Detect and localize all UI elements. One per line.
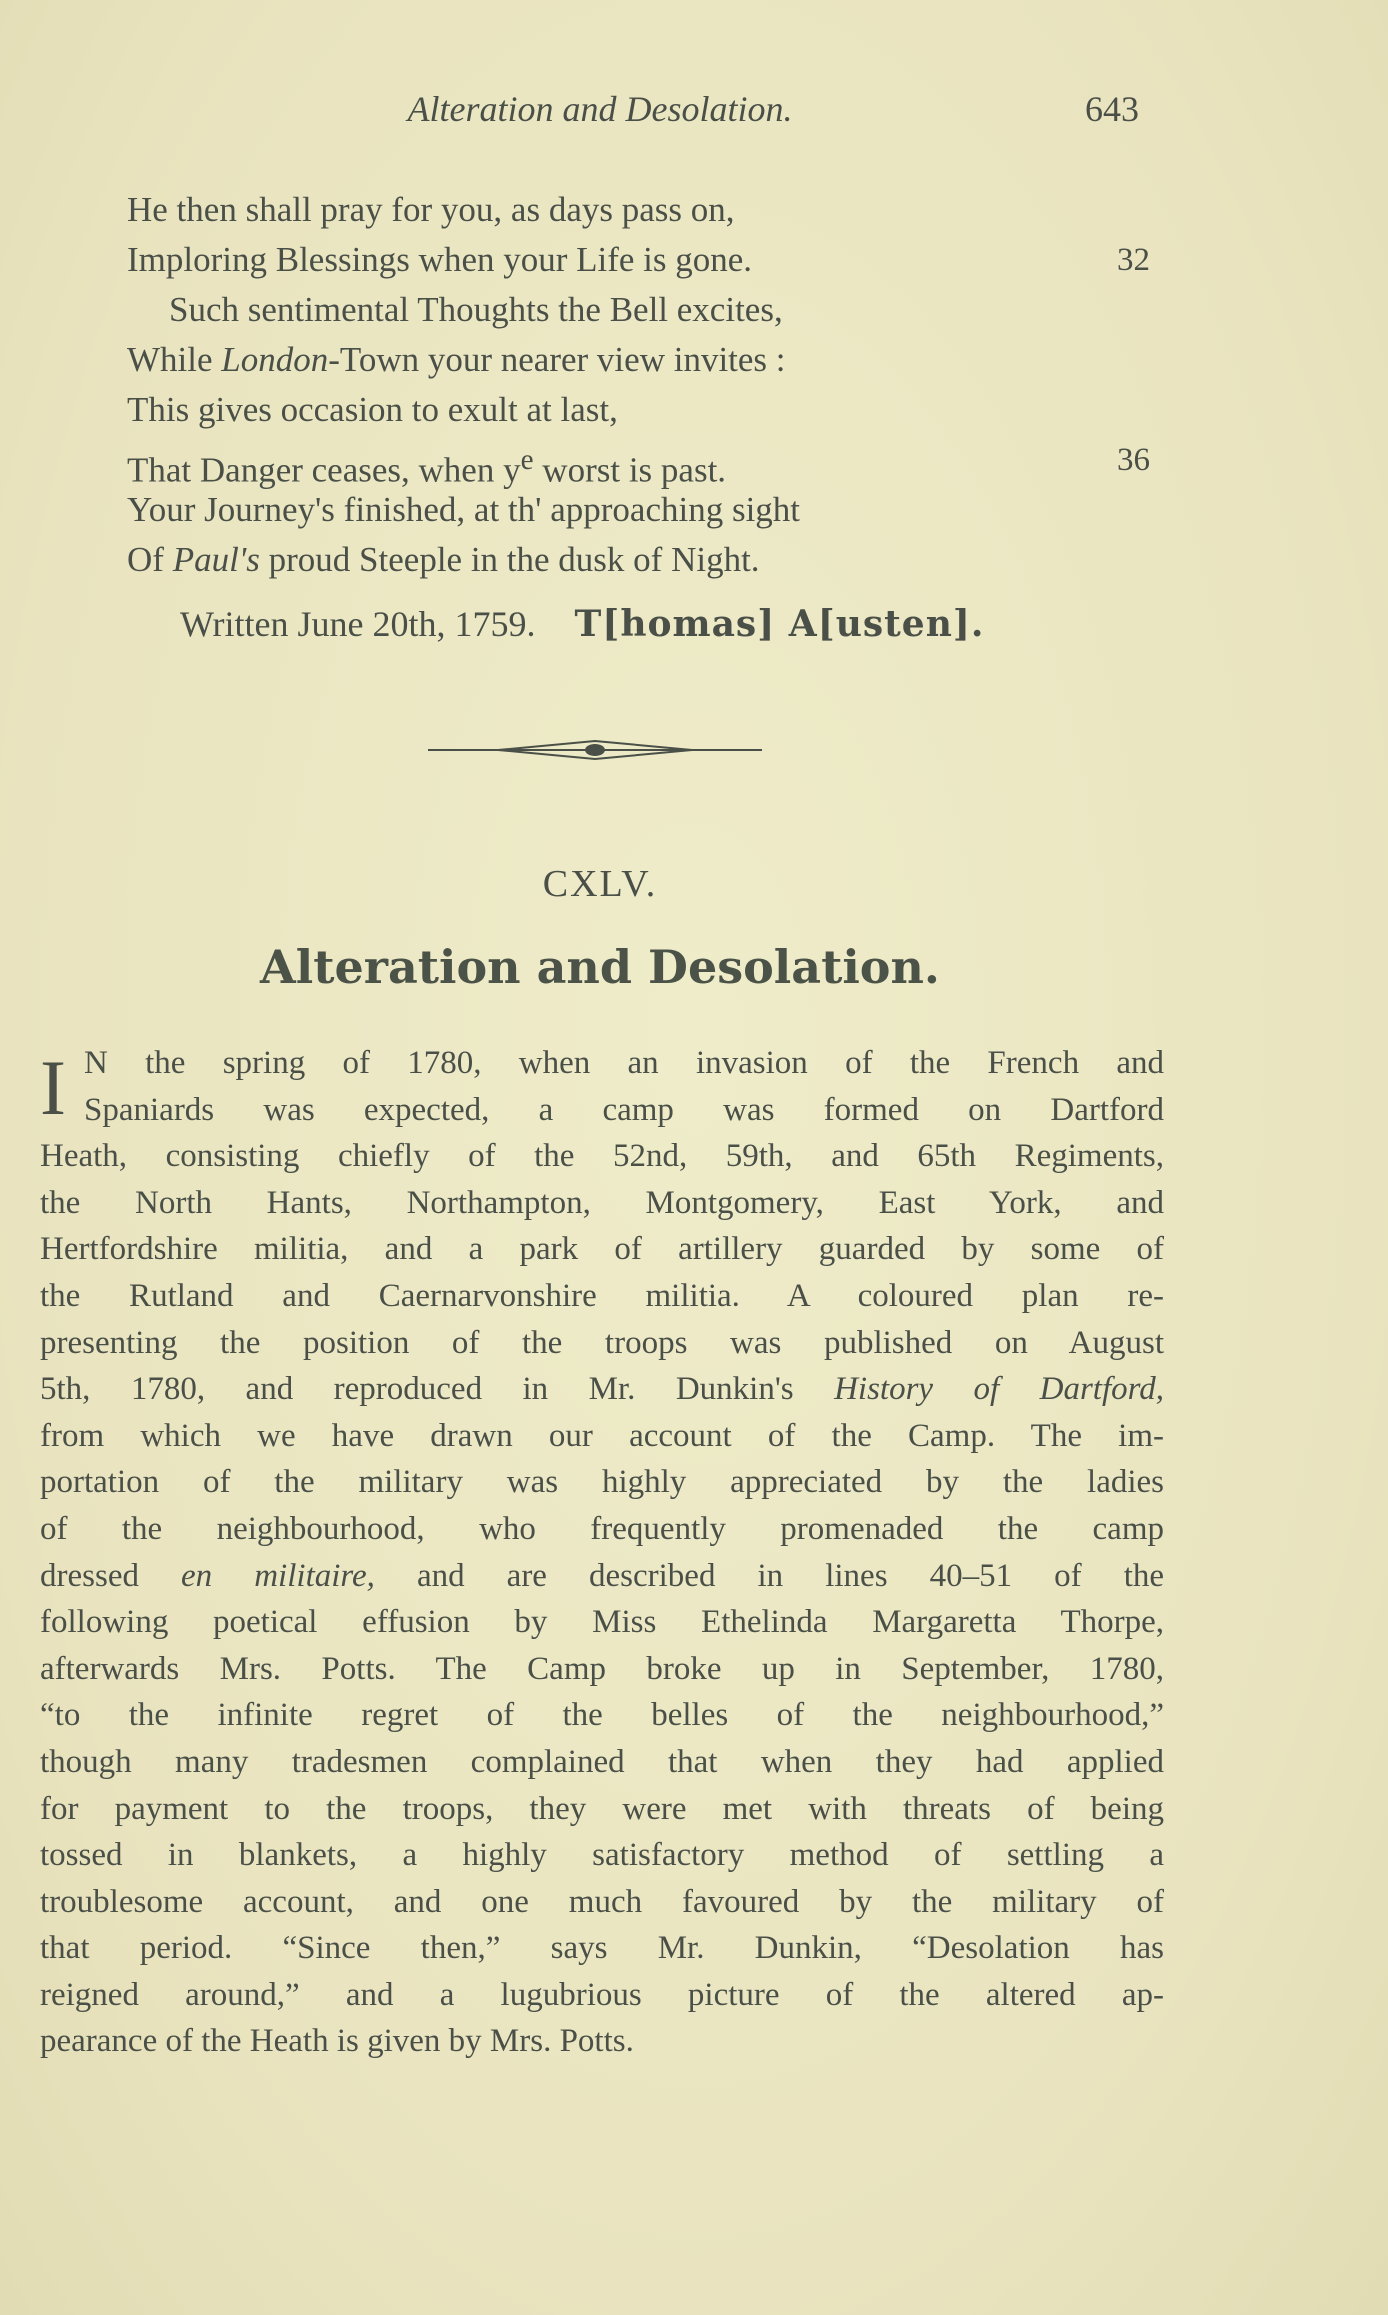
line-number: 36	[1117, 442, 1150, 478]
body-line	[40, 1553, 1164, 1600]
line-text: following poetical effusion by Miss Ethelinda Margaretta Thorpe,	[40, 1604, 1164, 1641]
body-line	[40, 1786, 1164, 1833]
body-line	[40, 1320, 1164, 1367]
ornament-divider	[428, 738, 762, 762]
body-line	[40, 1087, 1164, 1134]
line-number: 32	[1117, 242, 1150, 278]
poem	[127, 185, 1177, 585]
line-text: that period. “Since then,” says Mr. Dunkin, “Desolation has	[40, 1930, 1164, 1967]
body-line	[40, 1040, 1164, 1087]
poem-line	[127, 535, 1177, 585]
line-text-pre: dressed	[40, 1557, 182, 1594]
line-text: Heath, consisting chiefly of the 52nd, 59th, and 65th Regiments,	[40, 1138, 1164, 1175]
body-line	[40, 1273, 1164, 1320]
running-title: Alteration and Desolation.	[407, 89, 793, 129]
body-line	[40, 2018, 1164, 2065]
body-line	[40, 1226, 1164, 1273]
body-line	[40, 1366, 1164, 1413]
body-line	[40, 1832, 1164, 1879]
line-text-italic: History of Dartford,	[834, 1371, 1165, 1408]
line-text-post: -Town your nearer view invites :	[328, 340, 786, 379]
line-text: “to the infinite regret of the belles of the neighbourhood,”	[40, 1697, 1164, 1734]
line-text: troublesome account, and one much favoured by the military of	[40, 1883, 1164, 1920]
line-text-post: and are described in lines 40–51 of the	[374, 1557, 1165, 1594]
poem-line	[127, 435, 1177, 490]
body-line	[40, 1692, 1164, 1739]
line-text-post: worst is past.	[533, 450, 727, 490]
body-line	[40, 1180, 1164, 1227]
line-text: Spaniards was expected, a camp was formed on Dartford	[84, 1091, 1164, 1128]
page-number: 643	[1085, 89, 1139, 129]
section-title: Alteration and Desolation.	[260, 940, 940, 994]
line-text: afterwards Mrs. Potts. The Camp broke up in September, 1780,	[40, 1650, 1164, 1687]
line-text: for payment to the troops, they were met with threats of being	[40, 1790, 1164, 1827]
line-text-pre: 5th, 1780, and reproduced in Mr. Dunkin's	[40, 1371, 835, 1408]
body-line	[40, 1599, 1164, 1646]
line-text: the Rutland and Caernarvonshire militia. A coloured plan re-	[40, 1277, 1164, 1314]
line-text: Your Journey's finished, at th' approaching sight	[127, 490, 801, 529]
line-text: presenting the position of the troops was published on August	[40, 1324, 1164, 1361]
line-text-pre: Of	[127, 540, 173, 579]
body-line	[40, 1506, 1164, 1553]
line-text: though many tradesmen complained that when they had applied	[40, 1743, 1164, 1780]
date-line: Written June 20th, 1759.	[180, 604, 536, 644]
poem-line	[127, 385, 1177, 435]
line-text: Such sentimental Thoughts the Bell excites,	[169, 290, 783, 329]
poem-line	[127, 485, 1177, 535]
line-text: This gives occasion to exult at last,	[127, 390, 618, 429]
body-paragraph	[40, 1040, 1164, 2065]
line-text-italic: en militaire,	[181, 1557, 375, 1594]
drop-cap: I	[40, 1044, 66, 1131]
poem-line	[127, 185, 1177, 235]
body-line	[40, 1459, 1164, 1506]
line-text: pearance of the Heath is given by Mrs. Potts.	[40, 2023, 634, 2060]
body-line	[40, 1925, 1164, 1972]
body-line	[40, 1879, 1164, 1926]
line-text: from which we have drawn our account of the Camp. The im-	[40, 1417, 1164, 1454]
line-text: He then shall pray for you, as days pass on,	[127, 190, 735, 229]
line-text: the North Hants, Northampton, Montgomery, East York, and	[40, 1184, 1164, 1221]
body-line	[40, 1739, 1164, 1786]
line-text: Imploring Blessings when your Life is gone.	[127, 240, 753, 279]
line-text-post: proud Steeple in the dusk of Night.	[259, 540, 760, 579]
poem-attribution	[180, 603, 984, 645]
line-text-superscript: e	[520, 444, 534, 476]
section-number: CXLV.	[542, 863, 658, 905]
line-text: of the neighbourhood, who frequently promenaded the camp	[40, 1510, 1164, 1547]
body-line	[40, 1972, 1164, 2019]
poem-line	[127, 235, 1177, 285]
line-text-pre: While	[127, 340, 222, 379]
line-text: N the spring of 1780, when an invasion of the French and	[84, 1045, 1164, 1081]
line-text: portation of the military was highly appreciated by the ladies	[40, 1464, 1164, 1501]
line-text: Hertfordshire militia, and a park of artillery guarded by some of	[40, 1231, 1164, 1268]
poem-line	[127, 335, 1177, 385]
line-text-italic: London	[221, 340, 329, 379]
line-text: tossed in blankets, a highly satisfactory method of settling a	[40, 1837, 1164, 1874]
body-line	[40, 1646, 1164, 1693]
line-text: reigned around,” and a lugubrious picture of the altered ap-	[40, 1976, 1164, 2013]
body-line	[40, 1413, 1164, 1460]
line-text-pre: That Danger ceases, when y	[127, 450, 521, 490]
signature: T[homas] A[usten].	[574, 603, 985, 645]
line-text-italic: Paul's	[172, 540, 260, 579]
body-line	[40, 1133, 1164, 1180]
poem-line	[127, 285, 1177, 335]
